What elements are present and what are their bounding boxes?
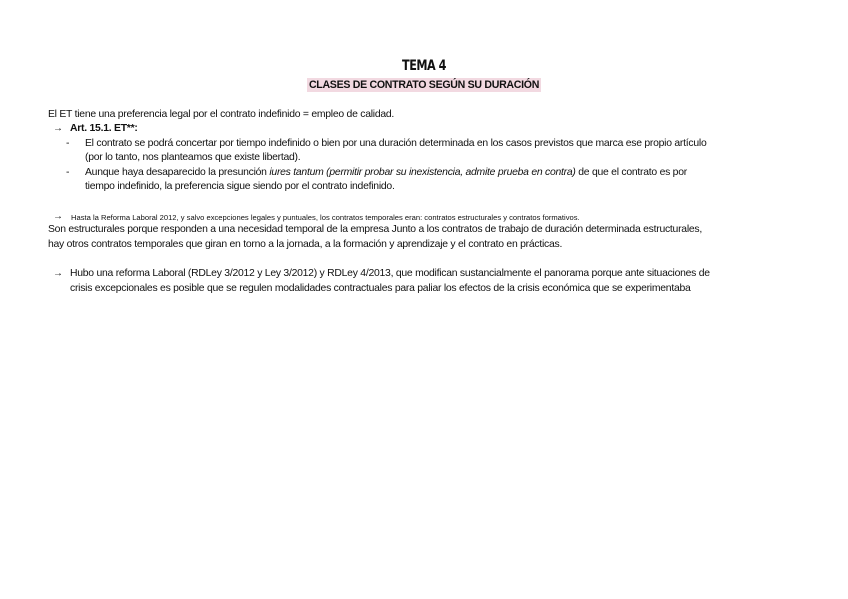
document-subtitle: CLASES DE CONTRATO SEGÚN SU DURACIÓN [308, 79, 540, 91]
bullet2-text: Aunque haya desaparecido la presunción [85, 167, 270, 178]
bullet2-italic: iures tantum (permitir probar su inexistencia, admite prueba en contra) [269, 167, 576, 178]
arrow-bullet-icon: → [53, 268, 63, 279]
dash-bullet: - [66, 167, 70, 178]
dash-bullet: - [66, 138, 70, 149]
bullet2-line1 [85, 167, 687, 178]
subtitle-container [0, 78, 848, 92]
structural-line1: Son estructurales porque responden a una necesidad temporal de la empresa Junto a los contratos de trabajo de duración determinada estructurales, [48, 224, 702, 235]
reform-note: Hasta la Reforma Laboral 2012, y salvo excepciones legales y puntuales, los contratos temporales eran: contratos estructurales y contratos formativos. [71, 213, 580, 222]
reform2012-line1: Hubo una reforma Laboral (RDLey 3/2012 y Ley 3/2012) y RDLey 4/2013, que modifican sustancialmente el panorama porque ante situaciones de [70, 268, 710, 279]
bullet1-line2: (por lo tanto, nos planteamos que existe libertad). [85, 152, 301, 163]
article-heading [70, 123, 138, 134]
arrow-bullet-icon: → [53, 123, 63, 134]
bullet1-line1: El contrato se podrá concertar por tiempo indefinido o bien por una duración determinada en los casos previstos que marca ese propio artículo [85, 138, 707, 149]
intro-paragraph: El ET tiene una preferencia legal por el contrato indefinido = empleo de calidad. [48, 109, 395, 120]
structural-line2: hay otros contratos temporales que giran en torno a la jornada, a la formación y aprendizaje y el contrato en prácticas. [48, 239, 563, 250]
bullet2-text-end: de que el contrato es por [575, 167, 687, 178]
document-title: TEMA 4 [402, 58, 446, 74]
article-label: Art. 15.1. ET**: [70, 123, 138, 134]
reform2012-line2: crisis excepcionales es posible que se regulen modalidades contractuales para paliar los efectos de la crisis económica que se experimentaba [70, 283, 691, 294]
bullet2-line2: tiempo indefinido, la preferencia sigue siendo por el contrato indefinido. [85, 181, 395, 192]
arrow-bullet-icon: → [53, 211, 63, 222]
